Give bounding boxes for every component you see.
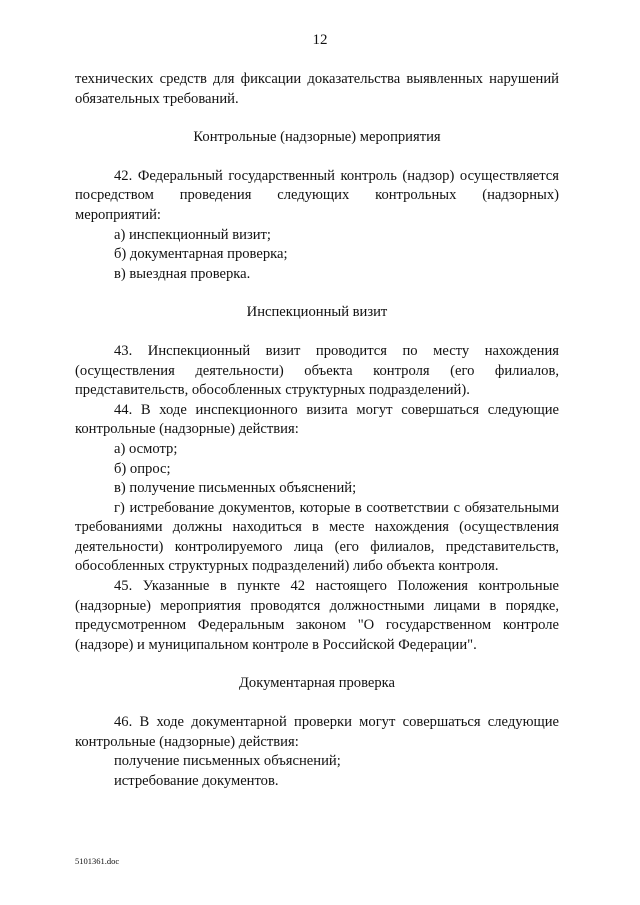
paragraph-43: 43. Инспекционный визит проводится по месту нахождения (осуществления деятельности) объекта контроля (его филиалов, представительств, обособленных структурных подразделений). — [75, 342, 559, 399]
list-item: в) выездная проверка. — [114, 265, 251, 282]
paragraph-45: 45. Указанные в пункте 42 настоящего Положения контрольные (надзорные) мероприятия проводятся должностными лицами в порядке, предусмотренном Федеральным законом "О государственном контроле (надзоре) и муниципальном контроле в Российской Федерации". — [75, 578, 559, 653]
paragraph-42: 42. Федеральный государственный контроль (надзор) осуществляется посредством проведения следующих контрольных (надзорных) мероприятий: — [75, 167, 559, 223]
list-item: а) инспекционный визит; — [114, 226, 271, 243]
section-heading-control-measures: Контрольные (надзорные) мероприятия — [193, 129, 441, 146]
list-item: б) документарная проверка; — [114, 246, 288, 263]
list-item: б) опрос; — [114, 460, 171, 477]
paragraph-44: 44. В ходе инспекционного визита могут совершаться следующие контрольные (надзорные) действия: — [75, 401, 559, 438]
list-item: а) осмотр; — [114, 440, 178, 457]
list-item: истребование документов. — [114, 772, 279, 789]
page-number: 12 — [312, 32, 328, 48]
continuation-paragraph: технических средств для фиксации доказательства выявленных нарушений обязательных требований. — [75, 71, 559, 107]
list-item-g: г) истребование документов, которые в соответствии с обязательными требованиями должны находиться в месте нахождения (осуществления деятельности) контролируемого лица (его филиалов, представительств, обособленных структурных подразделений) либо объекта контроля. — [75, 499, 559, 575]
footer-filename: 5101361.doc — [75, 856, 120, 866]
section-heading-inspection-visit: Инспекционный визит — [246, 304, 388, 321]
list-item: получение письменных объяснений; — [114, 753, 341, 770]
section-heading-documentary-check: Документарная проверка — [238, 675, 396, 692]
list-item: в) получение письменных объяснений; — [114, 480, 357, 497]
document-body — [75, 70, 559, 791]
paragraph-46: 46. В ходе документарной проверки могут совершаться следующие контрольные (надзорные) действия: — [75, 714, 559, 750]
